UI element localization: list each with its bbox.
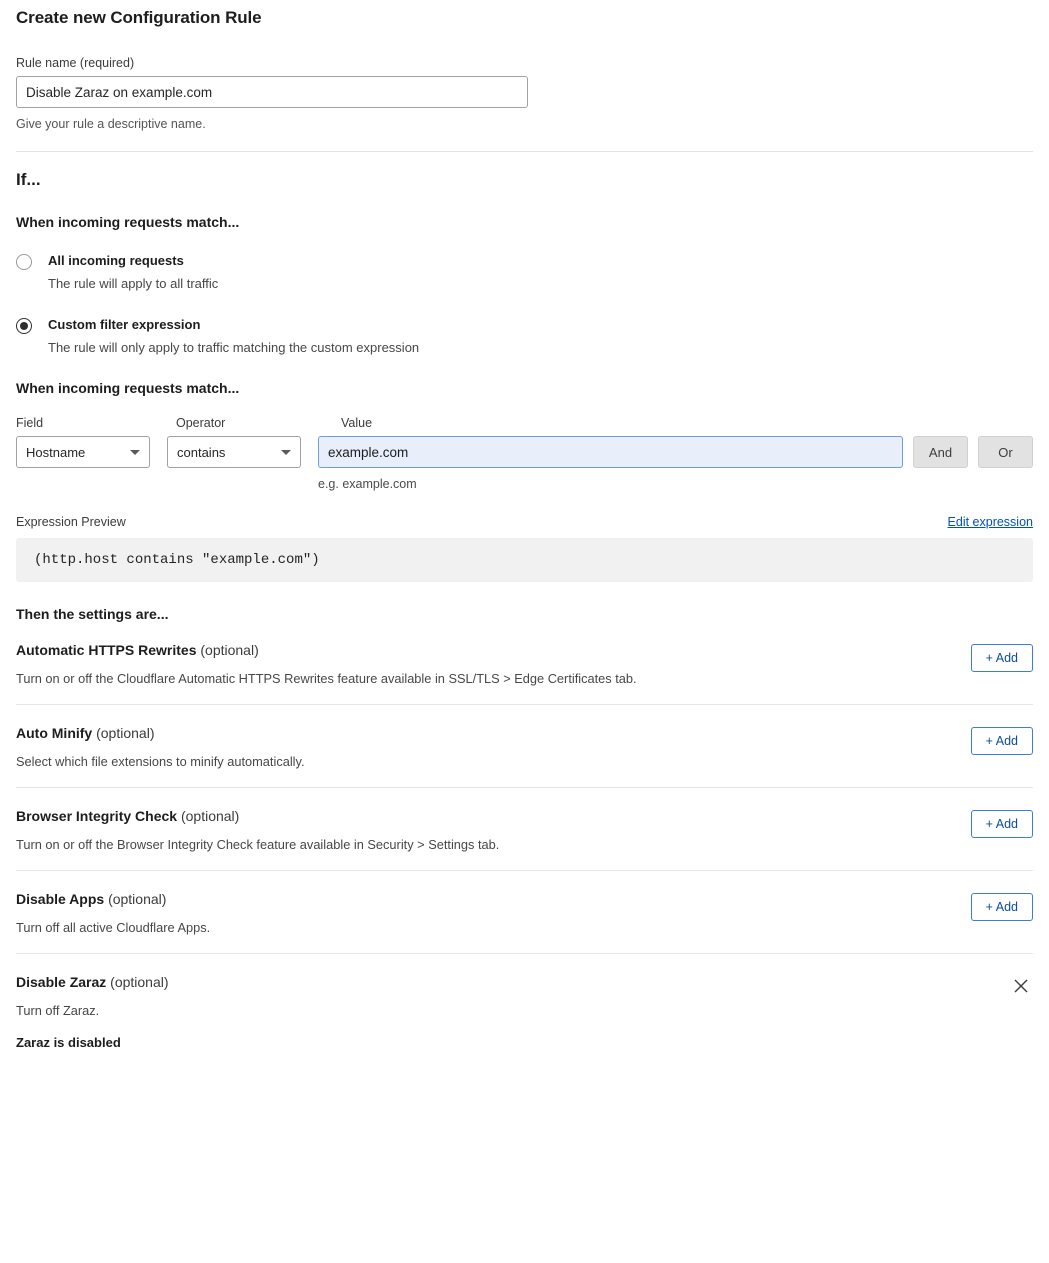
edit-expression-link[interactable]: Edit expression bbox=[947, 515, 1033, 529]
setting-description: Turn on or off the Browser Integrity Check feature available in Security > Settings tab. bbox=[16, 837, 500, 852]
field-select-value: Hostname bbox=[26, 444, 86, 460]
setting-browser-integrity-check bbox=[16, 788, 1033, 871]
divider bbox=[16, 151, 1033, 152]
setting-description: Select which file extensions to minify automatically. bbox=[16, 754, 305, 769]
expression-preview-label: Expression Preview bbox=[16, 515, 126, 529]
setting-optional-tag: (optional) bbox=[108, 891, 167, 907]
setting-optional-tag: (optional) bbox=[200, 642, 259, 658]
setting-auto-minify bbox=[16, 705, 1033, 788]
and-button[interactable]: And bbox=[913, 436, 968, 468]
if-section-title: If... bbox=[16, 170, 41, 189]
or-button[interactable]: Or bbox=[978, 436, 1033, 468]
expression-preview-box: (http.host contains "example.com") bbox=[16, 538, 1033, 582]
value-input[interactable] bbox=[318, 436, 903, 468]
rule-name-help: Give your rule a descriptive name. bbox=[16, 117, 206, 131]
operator-select-value: contains bbox=[177, 444, 226, 460]
setting-title bbox=[16, 725, 1033, 741]
setting-title bbox=[16, 974, 1033, 990]
setting-name: Automatic HTTPS Rewrites bbox=[16, 642, 197, 658]
setting-description: Turn on or off the Cloudflare Automatic HTTPS Rewrites feature available in SSL/TLS > Edge Certificates tab. bbox=[16, 671, 637, 686]
setting-disable-apps bbox=[16, 871, 1033, 954]
expression-builder bbox=[16, 416, 1033, 491]
radio-unchecked-icon bbox=[16, 254, 32, 270]
setting-automatic-https-rewrites bbox=[16, 622, 1033, 705]
setting-name: Disable Apps bbox=[16, 891, 105, 907]
radio-description: The rule will only apply to traffic matching the custom expression bbox=[48, 340, 420, 355]
field-column-label: Field bbox=[16, 416, 44, 430]
field-select[interactable] bbox=[16, 436, 150, 468]
operator-select[interactable] bbox=[167, 436, 301, 468]
close-icon[interactable] bbox=[1011, 976, 1031, 996]
page-title: Create new Configuration Rule bbox=[16, 8, 262, 27]
zaraz-status-text: Zaraz is disabled bbox=[16, 1035, 121, 1050]
setting-optional-tag: (optional) bbox=[96, 725, 155, 741]
setting-name: Browser Integrity Check bbox=[16, 808, 178, 824]
value-hint: e.g. example.com bbox=[318, 477, 417, 491]
rule-name-label: Rule name (required) bbox=[16, 56, 135, 70]
builder-heading: When incoming requests match... bbox=[16, 380, 240, 396]
setting-name: Auto Minify bbox=[16, 725, 93, 741]
builder-row bbox=[16, 436, 1033, 491]
radio-label: Custom filter expression bbox=[48, 317, 201, 332]
operator-column-label: Operator bbox=[176, 416, 226, 430]
value-column-label: Value bbox=[341, 416, 373, 430]
chevron-down-icon bbox=[281, 450, 291, 455]
radio-all-incoming-requests[interactable] bbox=[16, 252, 1033, 292]
radio-description: The rule will apply to all traffic bbox=[48, 276, 219, 291]
match-mode-radio-group bbox=[16, 252, 1033, 356]
setting-name: Disable Zaraz bbox=[16, 974, 107, 990]
rule-name-input[interactable] bbox=[16, 76, 528, 108]
setting-optional-tag: (optional) bbox=[110, 974, 169, 990]
add-setting-button[interactable]: + Add bbox=[971, 893, 1033, 921]
setting-title bbox=[16, 808, 1033, 824]
chevron-down-icon bbox=[130, 450, 140, 455]
radio-checked-icon bbox=[16, 318, 32, 334]
setting-optional-tag: (optional) bbox=[180, 808, 240, 824]
setting-title bbox=[16, 642, 1033, 658]
expression-preview-header bbox=[16, 515, 1033, 529]
setting-title bbox=[16, 891, 1033, 907]
add-setting-button[interactable]: + Add bbox=[971, 727, 1033, 755]
setting-description: Turn off all active Cloudflare Apps. bbox=[16, 920, 211, 935]
then-section-title: Then the settings are... bbox=[16, 606, 169, 622]
radio-label: All incoming requests bbox=[48, 253, 184, 268]
setting-disable-zaraz bbox=[16, 954, 1033, 1068]
builder-column-headers bbox=[16, 416, 1033, 430]
value-field-wrapper bbox=[318, 436, 903, 491]
close-icon-glyph bbox=[1011, 976, 1031, 996]
setting-description: Turn off Zaraz. bbox=[16, 1003, 100, 1018]
add-setting-button[interactable]: + Add bbox=[971, 810, 1033, 838]
add-setting-button[interactable]: + Add bbox=[971, 644, 1033, 672]
match-heading: When incoming requests match... bbox=[16, 214, 240, 230]
radio-custom-filter-expression[interactable] bbox=[16, 316, 1033, 356]
